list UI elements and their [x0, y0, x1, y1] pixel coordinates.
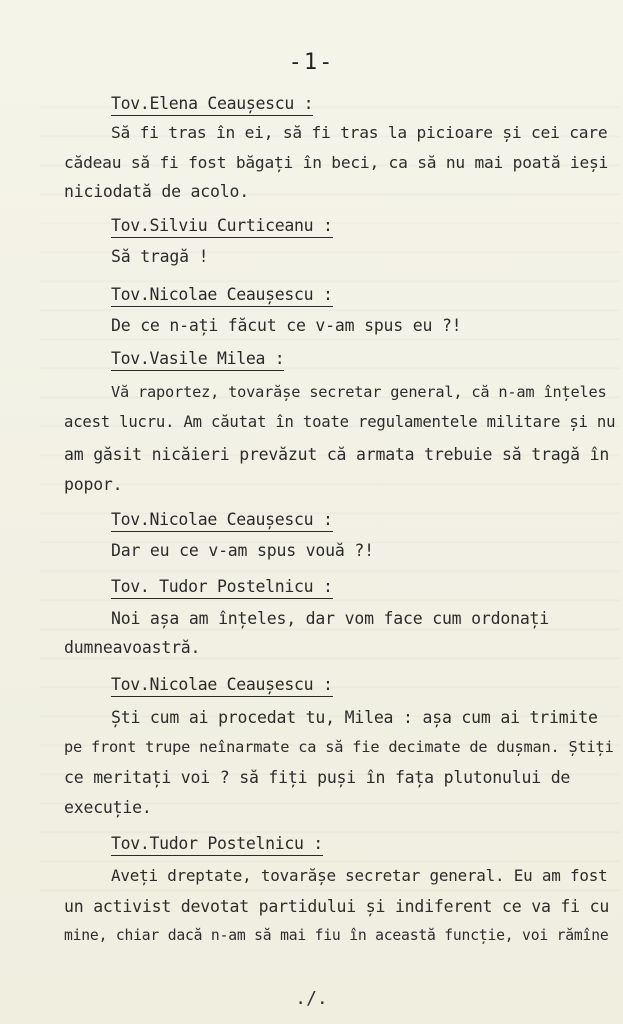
transcript-line: cădeau să fi fost băgați în beci, ca să nu mai poată ieși: [64, 153, 609, 172]
transcript-line: Să tragă !: [111, 247, 209, 266]
speaker-label: Tov.Nicolae Ceaușescu :: [111, 675, 333, 697]
continuation-mark: ./.: [295, 988, 328, 1009]
transcript-line: dumneavoastră.: [64, 638, 201, 657]
transcript-line: execuție.: [64, 798, 152, 817]
transcript-line: pe front trupe neînarmate ca să fie decimate de dușman. Știți: [64, 738, 614, 756]
transcript-line: Ști cum ai procedat tu, Milea : așa cum ai trimite: [111, 708, 598, 727]
transcript-line: De ce n-ați făcut ce v-am spus eu ?!: [111, 316, 462, 335]
speaker-label: Tov. Tudor Postelnicu :: [111, 577, 333, 599]
speaker-label: Tov.Elena Ceaușescu :: [111, 94, 313, 116]
transcript-line: Dar eu ce v-am spus vouă ?!: [111, 541, 374, 560]
transcript-line: niciodată de acolo.: [64, 182, 249, 201]
speaker-label: Tov.Nicolae Ceaușescu :: [111, 285, 333, 307]
speaker-label: Tov.Nicolae Ceaușescu :: [111, 510, 333, 532]
transcript-line: Aveți dreptate, tovarășe secretar general. Eu am fost: [111, 866, 608, 885]
transcript-line: ce meritați voi ? să fiți puși în fața plutonului de: [64, 768, 571, 787]
speaker-label: Tov.Tudor Postelnicu :: [111, 834, 323, 856]
transcript-line: Vă raportez, tovarășe secretar general, că n-am înțeles: [111, 383, 607, 401]
transcript-line: Noi așa am înțeles, dar vom face cum ordonați: [111, 609, 550, 628]
transcript-line: un activist devotat partidului și indiferent ce va fi cu: [64, 897, 610, 916]
transcript-line: mine, chiar dacă n-am să mai fiu în această funcție, voi rămîne: [64, 927, 609, 944]
transcript-line: popor.: [64, 475, 123, 494]
speaker-label: Tov.Vasile Milea :: [111, 349, 284, 371]
page-number: -1-: [288, 50, 335, 75]
transcript-line: Să fi tras în ei, să fi tras la picioare și cei care: [111, 123, 608, 142]
speaker-label: Tov.Silviu Curticeanu :: [111, 216, 333, 238]
transcript-line: am găsit nicăieri prevăzut că armata trebuie să tragă în: [64, 445, 610, 464]
transcript-line: acest lucru. Am căutat în toate regulamentele militare și nu: [64, 413, 616, 431]
